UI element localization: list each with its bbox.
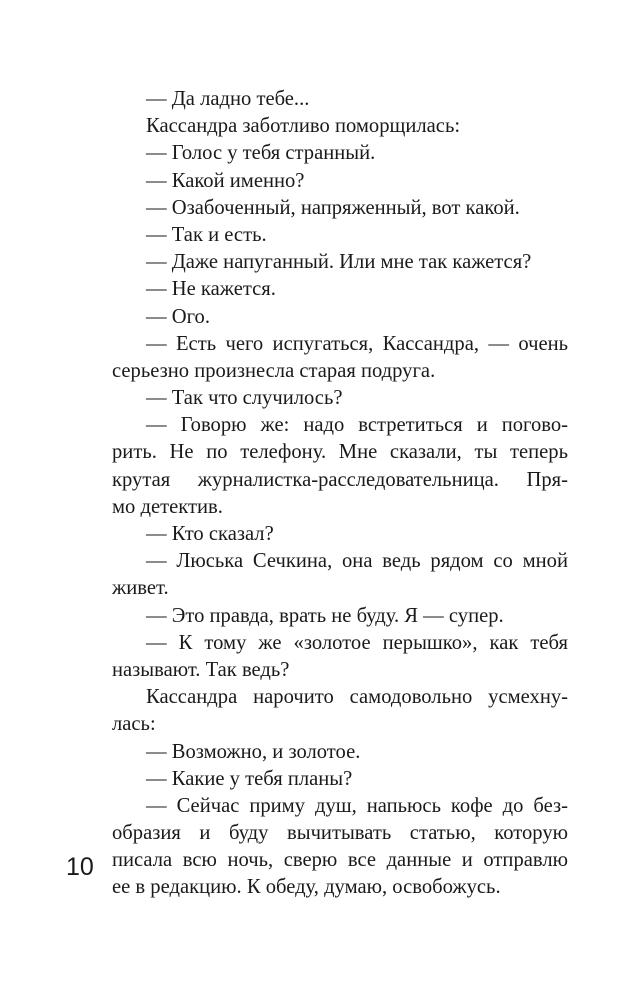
text-line-17: — Кто сказал? bbox=[146, 523, 274, 545]
text-line-25: — Возможно, и золотое. bbox=[146, 740, 361, 763]
text-line-24: лась: bbox=[112, 713, 156, 736]
text-line-22: называют. Так ведь? bbox=[112, 658, 290, 681]
text-line-30: ее в редакцию. К обеду, думаю, освобожусь. bbox=[112, 876, 501, 899]
text-line-26: — Какие у тебя планы? bbox=[146, 767, 353, 790]
text-line-20: — Это правда, врать не буду. Я — супер. bbox=[146, 604, 504, 627]
text-line-19: живет. bbox=[112, 577, 169, 600]
text-line-01: — Да ладно тебе... bbox=[146, 88, 310, 110]
text-line-11: серьезно произнесла старая подруга. bbox=[112, 359, 436, 382]
text-line-02: Кассандра заботливо поморщилась: bbox=[146, 115, 461, 138]
book-page-text bbox=[112, 86, 568, 902]
text-line-15: крутая журналистка-расследовательница. Пря- bbox=[112, 468, 568, 491]
text-line-28: образия и буду вычитывать статью, которую bbox=[112, 822, 568, 845]
text-line-05: — Озабоченный, напряженный, вот какой. bbox=[146, 196, 520, 219]
text-line-04: — Какой именно? bbox=[146, 169, 305, 192]
text-line-16: мо детектив. bbox=[112, 495, 223, 518]
page-number: 10 bbox=[66, 853, 94, 881]
text-line-08: — Не кажется. bbox=[146, 278, 276, 301]
text-line-14: рить. Не по телефону. Мне сказали, ты теперь bbox=[112, 441, 568, 464]
text-line-29: писала всю ночь, сверю все данные и отправлю bbox=[112, 849, 568, 872]
text-line-03: — Голос у тебя странный. bbox=[146, 142, 376, 165]
text-line-07: — Даже напуганный. Или мне так кажется? bbox=[146, 251, 532, 274]
text-line-09: — Ого. bbox=[146, 305, 210, 328]
text-line-18: — Люська Сечкина, она ведь рядом со мной bbox=[146, 550, 568, 573]
text-line-13: — Говорю же: надо встретиться и погово- bbox=[146, 414, 568, 437]
text-line-10: — Есть чего испугаться, Кассандра, — очень bbox=[146, 332, 568, 355]
text-line-23: Кассандра нарочито самодовольно усмехну- bbox=[146, 686, 568, 709]
text-line-12: — Так что случилось? bbox=[146, 387, 343, 410]
text-line-06: — Так и есть. bbox=[146, 223, 267, 246]
text-line-21: — К тому же «золотое перышко», как тебя bbox=[146, 631, 568, 654]
text-line-27: — Сейчас приму душ, напьюсь кофе до без- bbox=[146, 794, 568, 817]
